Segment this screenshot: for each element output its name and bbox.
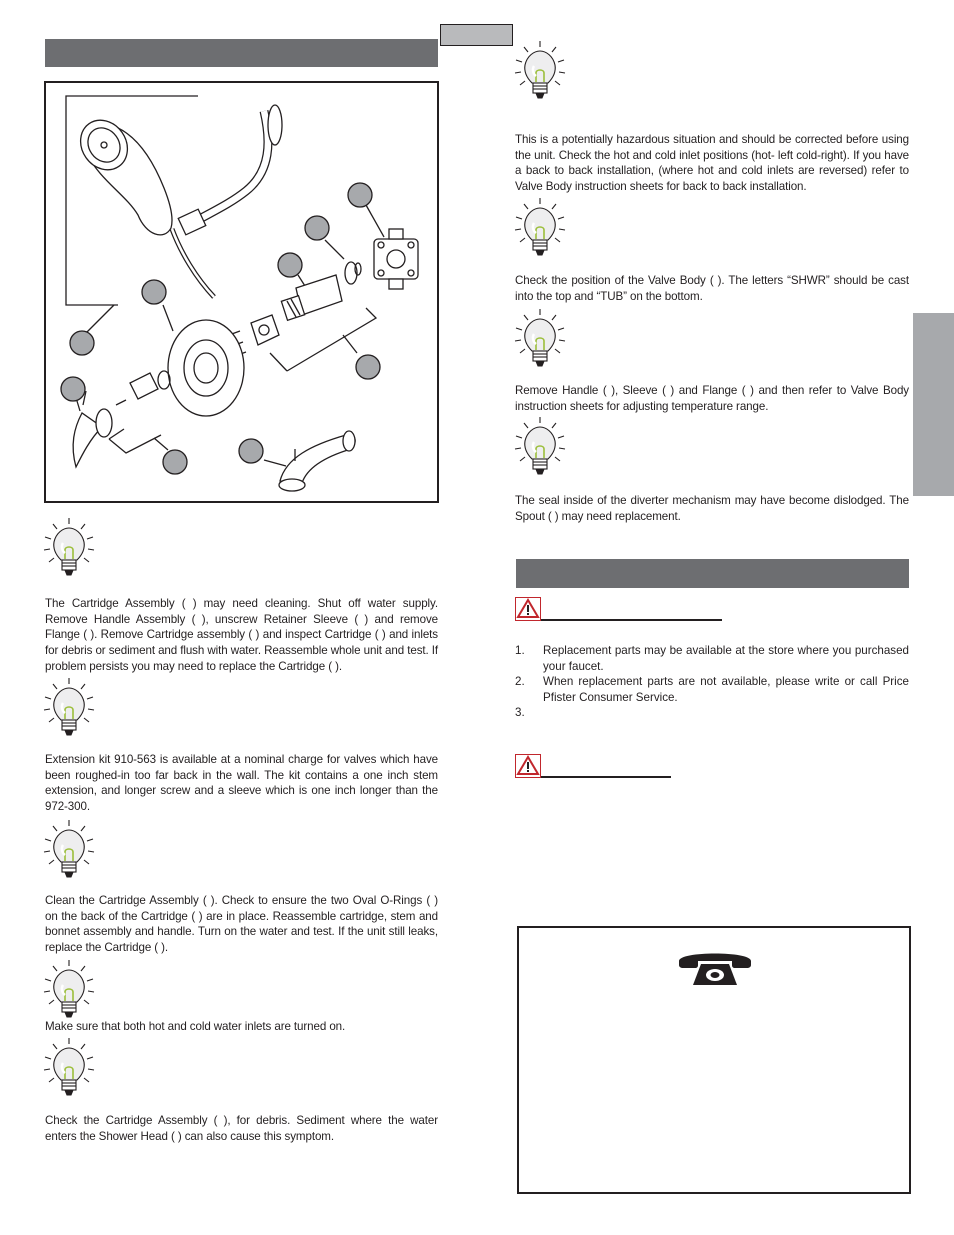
contact-box: [517, 926, 911, 1194]
section-header-bar-left: [45, 39, 438, 67]
section-header-bar-right: [516, 559, 909, 588]
parts-diagram: [44, 81, 439, 503]
page-tab: [440, 24, 513, 46]
telephone-icon: [675, 947, 755, 987]
list-item: 1. Replacement parts may be available at the store where you purchased your faucet.: [515, 644, 909, 673]
lightbulb-icon: [41, 677, 97, 739]
side-tab: [913, 313, 954, 496]
warning-heading-underline: [541, 619, 722, 621]
list-item: 2. When replacement parts are not available, please write or call Price Pfister Consumer Service.: [515, 675, 909, 704]
tip-text-cartridge-leak: Clean the Cartridge Assembly ( ). Check to ensure the two Oval O-Rings ( ) on the back of the Cartridge ( ) are in place. Reassemble cartridge, stem and bonnet assembly and handle. Turn on the water and test. If the unit still leaks, replace the Cartridge ( ).: [45, 894, 438, 955]
warning-triangle-icon: [515, 597, 541, 621]
tip-text-temperature-range: Remove Handle ( ), Sleeve ( ) and Flange ( ) and then refer to Valve Body instruction sheets for adjusting temperature range.: [515, 384, 909, 413]
lightbulb-icon: [41, 1037, 97, 1099]
tip-text-cartridge-cleaning: The Cartridge Assembly ( ) may need cleaning. Shut off water supply. Remove Handle Assembly ( ), unscrew Retainer Sleeve ( ) and remove Flange ( ). Remove Cartridge assembly ( ) and inspect Cartridge ( ) and inlets for debris or sediment and flush with water. Reassemble whole unit and test. If problem persists you may need to replace the Cartridge ( ).: [45, 597, 438, 673]
warning-heading-underline: [541, 776, 671, 778]
lightbulb-icon: [512, 197, 568, 259]
lightbulb-icon: [512, 308, 568, 370]
lightbulb-icon: [512, 416, 568, 478]
tip-text-valve-position: Check the position of the Valve Body ( ). The letters “SHWR” should be cast into the top and “TUB” on the bottom.: [515, 274, 909, 303]
tip-text-extension-kit: Extension kit 910-563 is available at a nominal charge for valves which have been roughed-in too far back in the wall. The kit contains a one inch stem extension, and longer screw and a sleeve which is one inch longer than the 972-300.: [45, 753, 438, 814]
tip-text-diverter-seal: The seal inside of the diverter mechanism may have become dislodged. The Spout ( ) may need replacement.: [515, 494, 909, 523]
lightbulb-icon: [41, 819, 97, 881]
lightbulb-icon: [41, 517, 97, 579]
shower-parts-illustration: [46, 83, 437, 501]
lightbulb-icon: [512, 40, 568, 102]
warning-triangle-icon: [515, 754, 541, 778]
tip-text-debris: Check the Cartridge Assembly ( ), for debris. Sediment where the water enters the Shower Head ( ) can also cause this symptom.: [45, 1114, 438, 1143]
tip-text-inlets-on: Make sure that both hot and cold water inlets are turned on.: [45, 1020, 346, 1033]
lightbulb-icon: [41, 959, 97, 1021]
replacement-steps-list: 1. Replacement parts may be available at the store where you purchased your faucet. 2. When replacement parts are not available, please write or call Price Pfister Consumer Service. 3.: [515, 644, 909, 719]
tip-text-hazardous: This is a potentially hazardous situation and should be corrected before using the unit. Check the hot and cold inlet positions (hot- left cold-right). If you have a back to back installation, (where hot and cold inlets are reversed) refer to Valve Body instruction sheets for back to back installation.: [515, 133, 909, 194]
